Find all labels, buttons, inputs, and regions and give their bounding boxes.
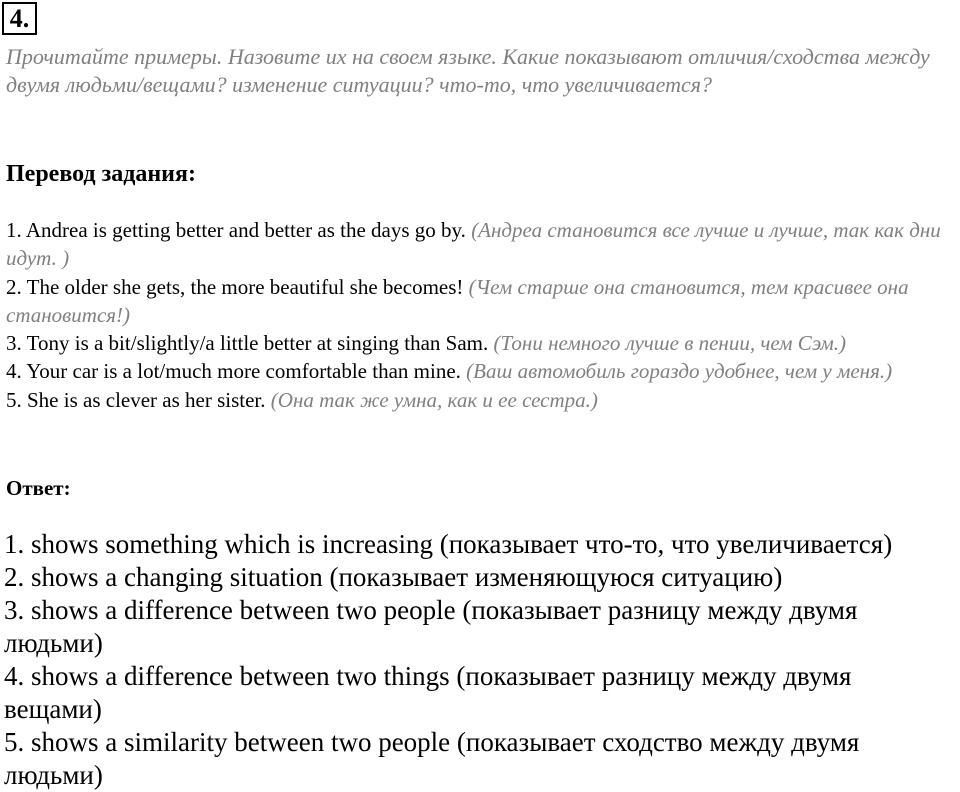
task-instruction: Прочитайте примеры. Назовите их на своем языке. Какие показывают отличия/сходства между двумя людьми/вещами? изменение ситуации? что-то, что увеличивается? — [6, 44, 930, 97]
answer-heading: Ответ: — [6, 476, 71, 500]
example-item — [6, 273, 951, 330]
example-russian: (Ваш автомобиль гораздо удобнее, чем у меня.) — [466, 359, 893, 384]
example-english: 2. The older she gets, the more beautiful she becomes! — [6, 274, 464, 299]
example-item — [6, 357, 951, 385]
example-english: 5. She is as clever as her sister. — [6, 387, 266, 412]
examples-list — [6, 216, 951, 414]
answer-item: 2. shows a changing situation (показывает изменяющуюся ситуацию) — [4, 562, 783, 592]
answer-item: 3. shows a difference between two people (показывает разницу между двумя людьми) — [4, 595, 858, 658]
example-english: 3. Tony is a bit/slightly/a little better at singing than Sam. — [6, 331, 489, 356]
translation-heading: Перевод задания: — [6, 161, 196, 187]
answer-item: 5. shows a similarity between two people (показывает сходство между двумя людьми) — [4, 727, 860, 790]
example-item — [6, 216, 951, 273]
example-item — [6, 329, 951, 357]
example-russian: (Тони немного лучше в пении, чем Сэм.) — [493, 331, 847, 356]
exercise-number-box: 4. — [2, 2, 37, 35]
answer-item: 1. shows something which is increasing (показывает что-то, что увеличивается) — [4, 529, 893, 559]
example-item — [6, 386, 951, 414]
example-russian: (Она так же умна, как и ее сестра.) — [270, 387, 598, 412]
example-english: 1. Andrea is getting better and better as the days go by. — [6, 218, 466, 242]
answers-list — [4, 528, 954, 792]
example-russian: (Чем старше она становится, тем красивее она становится!) — [6, 274, 909, 327]
example-russian: (Андреа становится все лучше и лучше, так как дни идут. ) — [6, 218, 941, 271]
answer-item: 4. shows a difference between two things (показывает разницу между двумя вещами) — [4, 661, 852, 724]
example-english: 4. Your car is a lot/much more comfortable than mine. — [6, 359, 461, 384]
